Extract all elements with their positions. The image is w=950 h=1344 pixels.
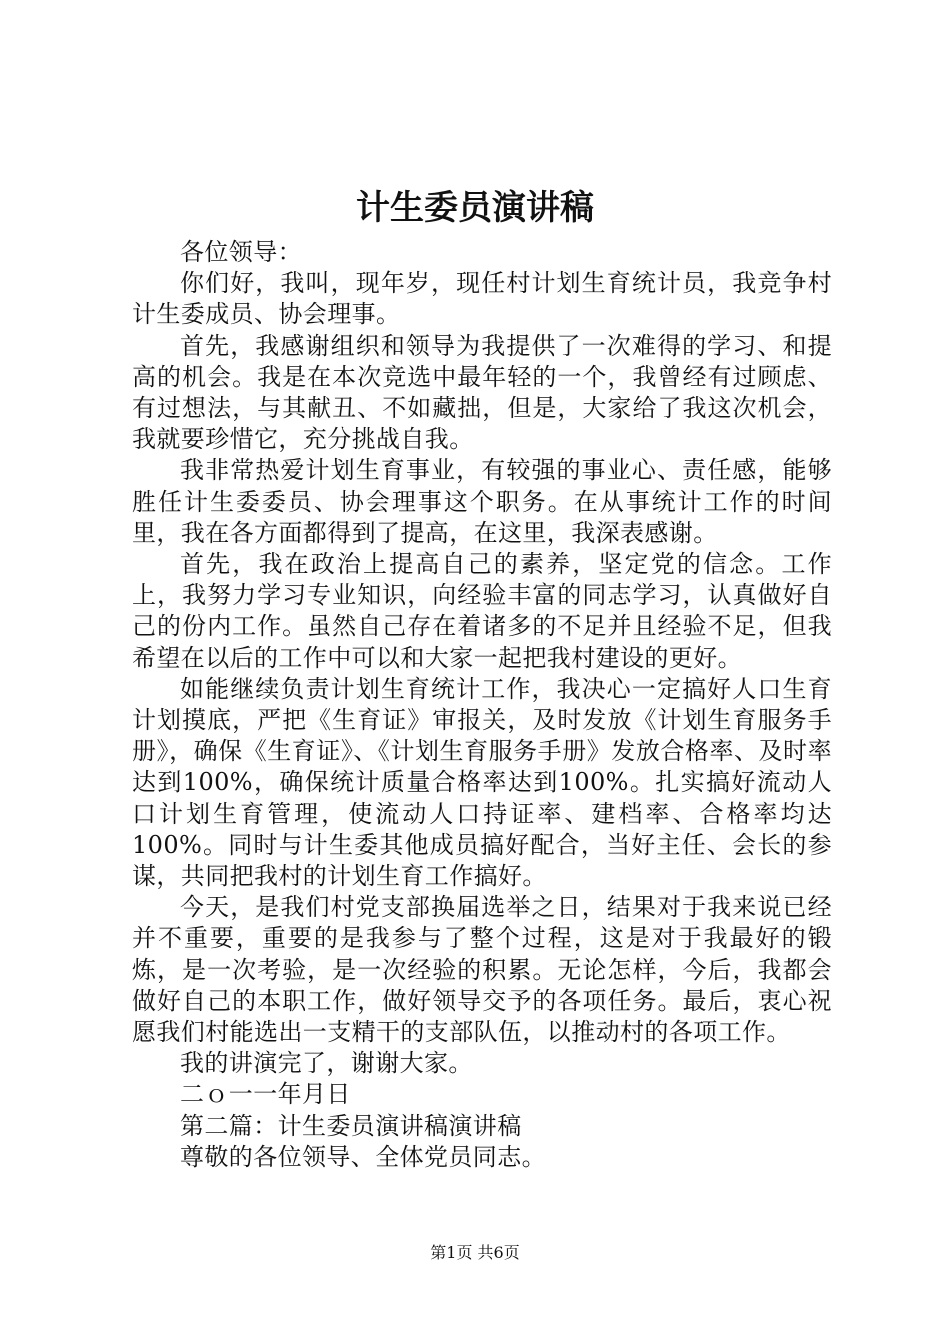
page-number-footer: 第1页 共6页 [430, 1243, 520, 1262]
paragraph: 二ｏ一一年月日 [180, 1080, 351, 1109]
paragraph: 我的讲演完了，谢谢大家。 [180, 1049, 473, 1078]
document-title: 计生委员演讲稿 [356, 188, 594, 228]
paragraph: 我非常热爱计划生育事业，有较强的事业心、责任感，能够胜任计生委委员、协会理事这个职务。在从事统计工作的时间里，我在各方面都得到了提高，在这里，我深表感谢。 [132, 456, 832, 547]
paragraph: 如能继续负责计划生育统计工作，我决心一定搞好人口生育计划摸底，严把《生育证》审报关，及时发放《计划生育服务手册》，确保《生育证》、《计划生育服务手册》发放合格率、及时率达到100%，确保统计质量合格率达到100%。扎实搞好流动人口计划生育管理，使流动人口持证率、建档率、合格率均达100%。同时与计生委其他成员搞好配合，当好主任、会长的参谋，共同把我村的计划生育工作搞好。 [132, 674, 832, 891]
paragraph: 各位领导： [180, 238, 302, 266]
paragraph: 尊敬的各位领导、全体党员同志。 [180, 1142, 546, 1171]
paragraph: 首先，我在政治上提高自己的素养，坚定党的信念。工作上，我努力学习专业知识，向经验丰富的同志学习，认真做好自己的份内工作。虽然自己存在着诸多的不足并且经验不足，但我希望在以后的工作中可以和大家一起把我村建设的更好。 [132, 550, 832, 672]
paragraph: 今天，是我们村党支部换届选举之日，结果对于我来说已经并不重要，重要的是我参与了整个过程，这是对于我最好的锻炼，是一次考验，是一次经验的积累。无论怎样，今后，我都会做好自己的本职工作，做好领导交予的各项任务。最后，衷心祝愿我们村能选出一支精干的支部队伍，以推动村的各项工作。 [132, 893, 832, 1047]
paragraph: 你们好，我叫，现年岁，现任村计划生育统计员，我竞争村计生委成员、协会理事。 [132, 269, 832, 329]
document-body [132, 237, 832, 1173]
paragraph: 首先，我感谢组织和领导为我提供了一次难得的学习、和提高的机会。我是在本次竞选中最年轻的一个，我曾经有过顾虑、有过想法，与其献丑、不如藏拙，但是，大家给了我这次机会，我就要珍惜它，充分挑战自我。 [132, 331, 832, 454]
paragraph: 第二篇：计生委员演讲稿演讲稿 [180, 1111, 522, 1140]
